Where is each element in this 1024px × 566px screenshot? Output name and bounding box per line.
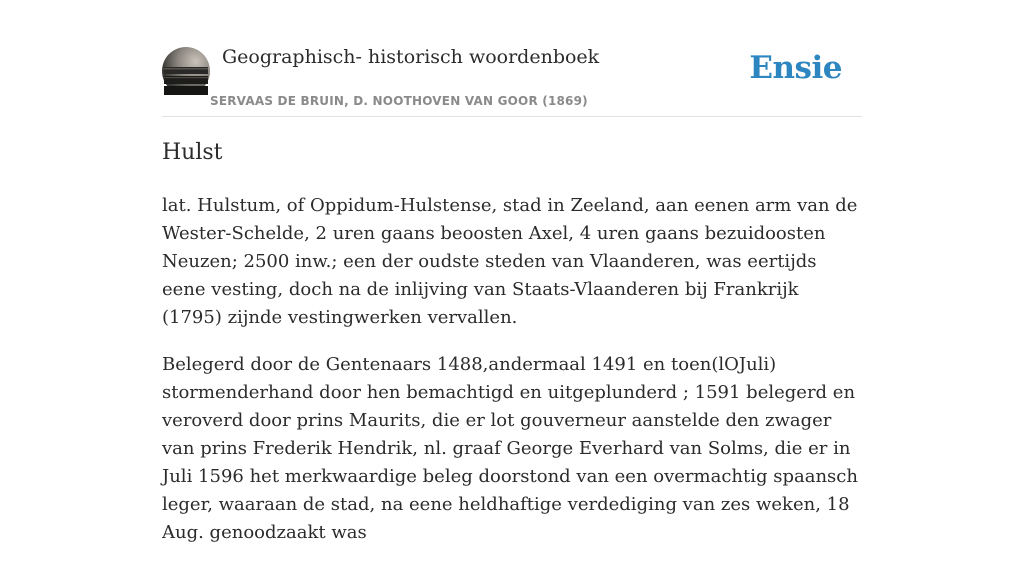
entry-content bbox=[162, 192, 862, 566]
entry-paragraph: lat. Hulstum, of Oppidum-Hulstense, stad in Zeeland, aan eenen arm van de Wester-Schelde, 2 uren gaans beoosten Axel, 4 uren gaans bezuidoosten Neuzen; 2500 inw.; een der oudste steden van Vlaanderen, was eertijds eene vesting, doch na de inlijving van Staats-Vlaanderen bij Frankrijk (1795) zijnde vestingwerken vervallen. bbox=[162, 195, 858, 328]
header bbox=[162, 40, 862, 117]
brand-logo-link[interactable]: Ensie bbox=[749, 50, 842, 86]
book-title[interactable]: Geographisch- historisch woordenboek bbox=[222, 46, 600, 68]
entry-paragraph: Belegerd door de Gentenaars 1488,andermaal 1491 en toen(lOJuli) stormenderhand door hen bemachtigd en uitgeplunderd ; 1591 belegerd en veroverd door prins Maurits, die er lot gouverneur aanstelde den zwager van prins Frederik Hendrik, nl. graaf George Everhard van Solms, die er in Juli 1596 het merkwaardige beleg doorstond van een overmachtig spaansch leger, waaraan de stad, na eene heldhaftige verdediging van zes weken, 18 Aug. genoodzaakt was bbox=[162, 354, 858, 543]
book-authors: SERVAAS DE BRUIN, D. NOOTHOVEN VAN GOOR (1869) bbox=[210, 94, 588, 108]
book-cover-icon[interactable] bbox=[162, 47, 210, 95]
entry-title: Hulst bbox=[162, 140, 223, 165]
